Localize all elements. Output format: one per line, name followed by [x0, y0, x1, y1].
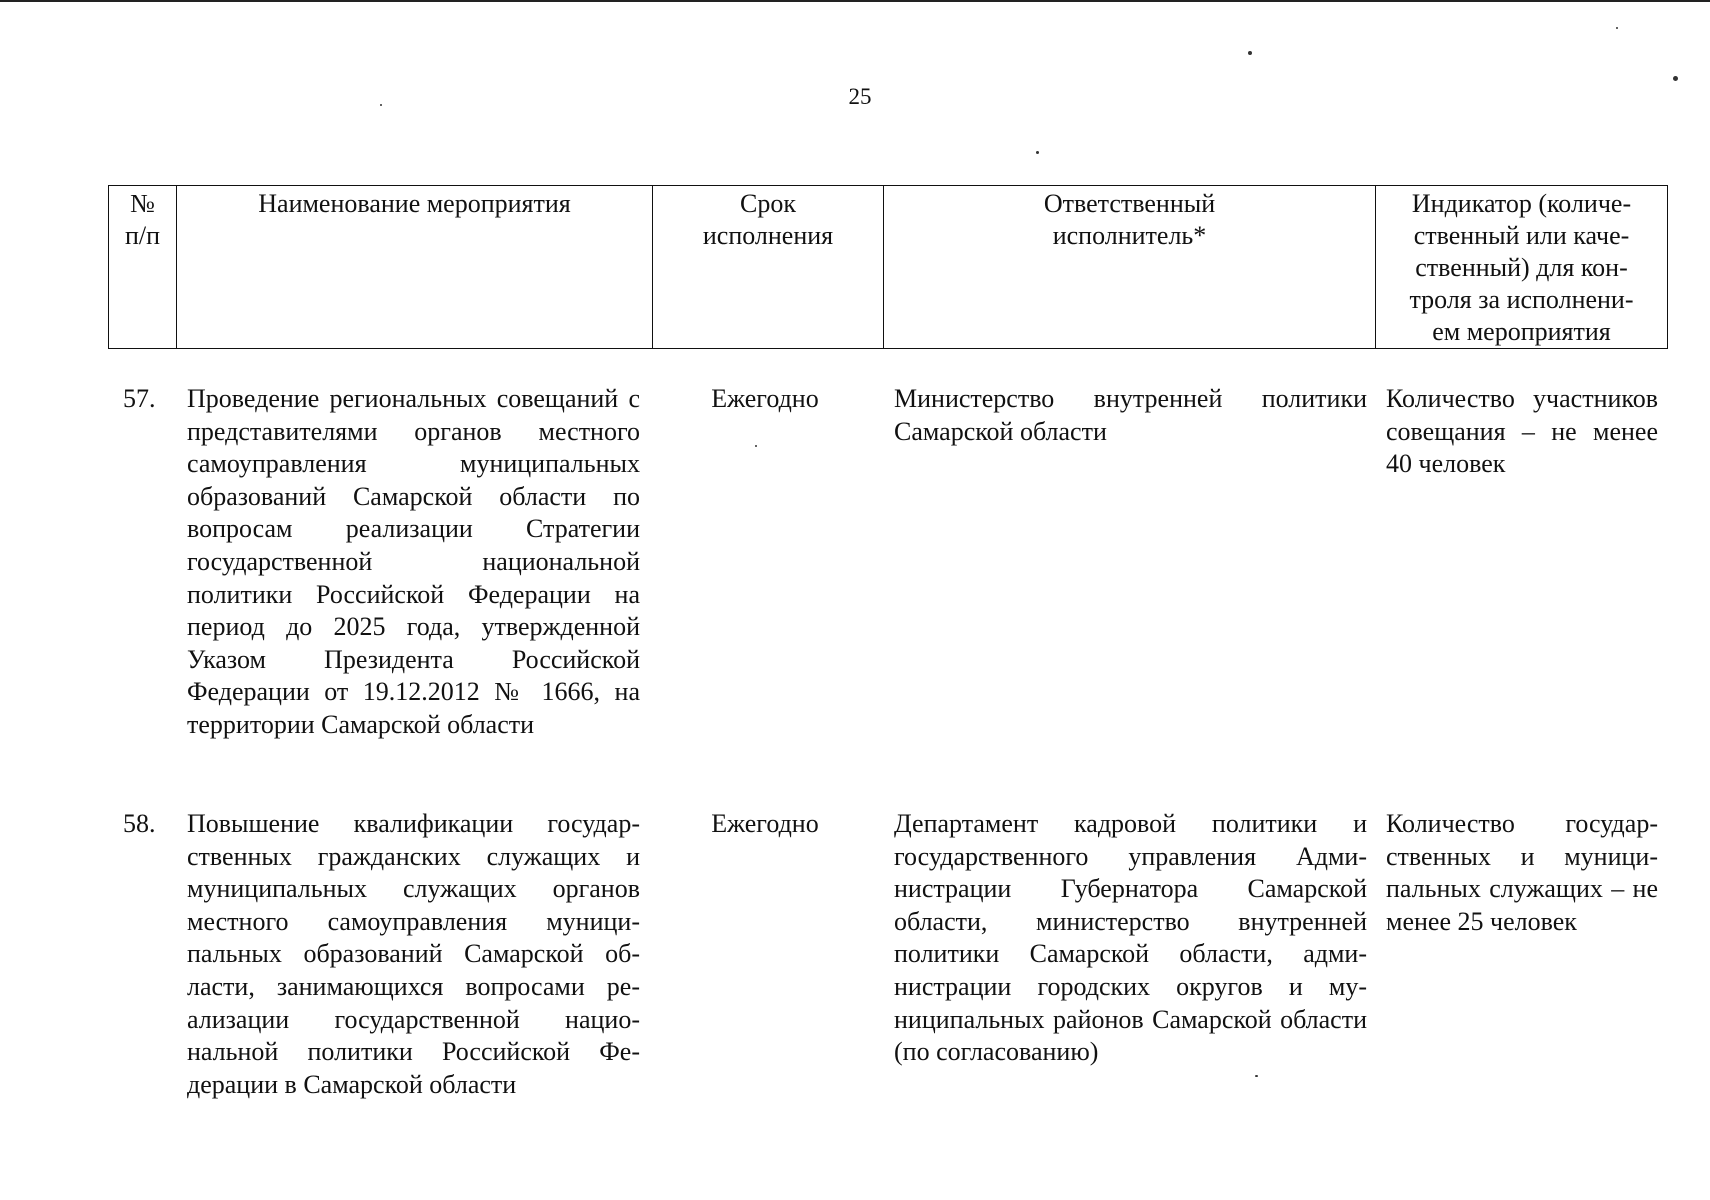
row-responsible: Министерство внутренней политики Самарской области: [894, 384, 1367, 446]
row-deadline: Ежегодно: [711, 809, 819, 838]
header-responsible: Ответственный исполнитель*: [884, 186, 1376, 349]
page-top-border: [0, 0, 1710, 2]
scan-speck: [1248, 51, 1252, 55]
scan-speck: [1616, 27, 1618, 29]
row-responsible: Департамент кадровой политики и государственного управления Администрации Губернатора Самарской области, министерство внутренней политики Самарской области, администрации городских округов и муниципальных районов Самарской области (по согласованию): [894, 809, 1367, 1067]
scan-speck: [1673, 76, 1678, 81]
table-header: [108, 185, 1668, 349]
row-activity-name: Проведение региональных совещаний с представителями органов местного самоуправления муниципальных образований Самарской области по вопросам реализации Стратегии государственной национальной политики Российской Федерации на период до 2025 года, утвержденной Указом Президента Российской Федерации от 19.12.2012 № 1666, на территории Самарской области: [187, 384, 640, 739]
scan-speck: [380, 104, 382, 106]
row-number: 58.: [123, 809, 156, 838]
row-activity-name: Повышение квалификации государственных гражданских служащих и муниципальных служащих органов местного самоуправления муниципальных образований Самарской области, занимающихся вопросами реализации государственной национальной политики Российской Федерации в Самарской области: [187, 809, 640, 1099]
header-number: № п/п: [109, 186, 177, 349]
header-indicator: Индикатор (количе- ственный или каче- ственный) для кон- троля за исполнени- ем мероприятия: [1376, 186, 1668, 349]
scan-speck: [1036, 151, 1039, 154]
header-activity-name: Наименование мероприятия: [177, 186, 653, 349]
scan-speck: [1255, 1075, 1258, 1077]
header-deadline: Срок исполнения: [653, 186, 884, 349]
row-number: 57.: [123, 384, 156, 413]
row-indicator: Количество участников совещания – не менее 40 человек: [1386, 384, 1658, 479]
page-number: 25: [848, 84, 872, 109]
row-deadline: Ежегодно: [711, 384, 819, 413]
scan-speck: [755, 445, 757, 447]
header-row: [109, 186, 1668, 349]
row-indicator: Количество государственных и муниципальных служащих – не менее 25 человек: [1386, 809, 1658, 936]
